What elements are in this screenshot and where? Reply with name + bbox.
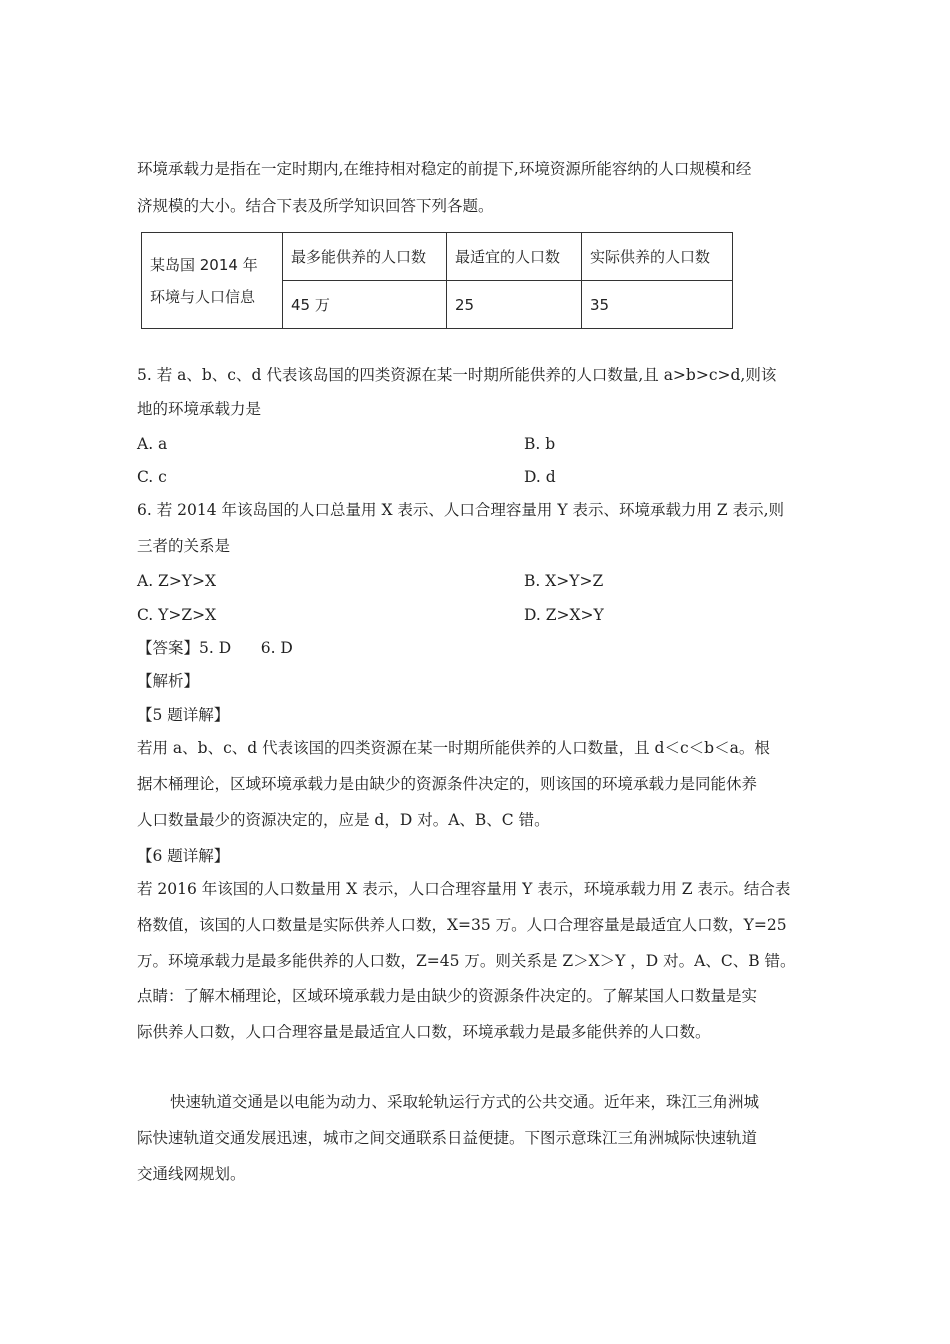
q5-stem-line-1: 5. 若 a、b、c、d 代表该岛国的四类资源在某一时期所能供养的人口数量,且 a>b>c>d,则该 xyxy=(137,366,777,384)
q5-option-b: B. b xyxy=(524,435,556,453)
intro-line-2: 济规模的大小。结合下表及所学知识回答下列各题。 xyxy=(137,197,494,215)
detail-5-label: 【5 题详解】 xyxy=(137,706,230,724)
passage-2-line-3: 交通线网规划。 xyxy=(137,1165,246,1183)
q6-option-d: D. Z>X>Y xyxy=(524,606,604,624)
tip-line-1: 点睛：了解木桶理论，区域环境承载力是由缺少的资源条件决定的。了解某国人口数量是实 xyxy=(137,987,758,1005)
table-header-actual: 实际供养的人口数 xyxy=(582,233,733,281)
q6-option-a: A. Z>Y>X xyxy=(137,572,217,590)
table-row-header-line-2: 环境与人口信息 xyxy=(150,287,256,306)
detail-6-label: 【6 题详解】 xyxy=(137,847,230,865)
q5-stem-line-2: 地的环境承载力是 xyxy=(137,400,262,418)
q6-option-c: C. Y>Z>X xyxy=(137,606,217,624)
q6-option-b: B. X>Y>Z xyxy=(524,572,604,590)
detail-6-line-2: 格数值，该国的人口数量是实际供养人口数，X=35 万。人口合理容量是最适宜人口数，Y=25 xyxy=(137,916,787,934)
detail-5-line-1: 若用 a、b、c、d 代表该国的四类资源在某一时期所能供养的人口数量，且 d＜c＜b＜a。根 xyxy=(137,739,770,757)
passage-2-line-1: 快速轨道交通是以电能为动力、采取轮轨运行方式的公共交通。近年来，珠江三角洲城 xyxy=(170,1093,760,1111)
table-value-max-supportable: 45 万 xyxy=(283,281,447,329)
q5-option-d: D. d xyxy=(524,468,556,486)
q6-stem-line-1: 6. 若 2014 年该岛国的人口总量用 X 表示、人口合理容量用 Y 表示、环境承载力用 Z 表示,则 xyxy=(137,501,785,519)
q6-stem-line-2: 三者的关系是 xyxy=(137,537,231,555)
table-header-max-supportable: 最多能供养的人口数 xyxy=(283,233,447,281)
table-header-optimal: 最适宜的人口数 xyxy=(447,233,582,281)
analysis-label: 【解析】 xyxy=(137,672,200,690)
detail-5-line-3: 人口数量最少的资源决定的，应是 d，D 对。A、B、C 错。 xyxy=(137,811,550,829)
table-value-optimal: 25 xyxy=(447,281,582,329)
passage-2-line-2: 际快速轨道交通发展迅速，城市之间交通联系日益便捷。下图示意珠江三角洲城际快速轨道 xyxy=(137,1129,758,1147)
tip-line-2: 际供养人口数，人口合理容量是最适宜人口数，环境承载力是最多能供养的人口数。 xyxy=(137,1023,711,1041)
table-value-actual: 35 xyxy=(582,281,733,329)
q5-option-a: A. a xyxy=(137,435,168,453)
answer-line: 【答案】5. D 6. D xyxy=(137,639,293,657)
table-row-header-line-1: 某岛国 2014 年 xyxy=(150,255,258,274)
population-info-table xyxy=(141,232,733,329)
intro-line-1: 环境承载力是指在一定时期内,在维持相对稳定的前提下,环境资源所能容纳的人口规模和经 xyxy=(137,160,752,178)
detail-6-line-3: 万。环境承载力是最多能供养的人口数，Z=45 万。则关系是 Z＞X＞Y ，D 对。A、C、B 错。 xyxy=(137,952,796,970)
detail-6-line-1: 若 2016 年该国的人口数量用 X 表示，人口合理容量用 Y 表示，环境承载力用 Z 表示。结合表 xyxy=(137,880,791,898)
q5-option-c: C. c xyxy=(137,468,167,486)
detail-5-line-2: 据木桶理论，区域环境承载力是由缺少的资源条件决定的，则该国的环境承载力是同能休养 xyxy=(137,775,758,793)
table-row-header xyxy=(142,233,283,329)
